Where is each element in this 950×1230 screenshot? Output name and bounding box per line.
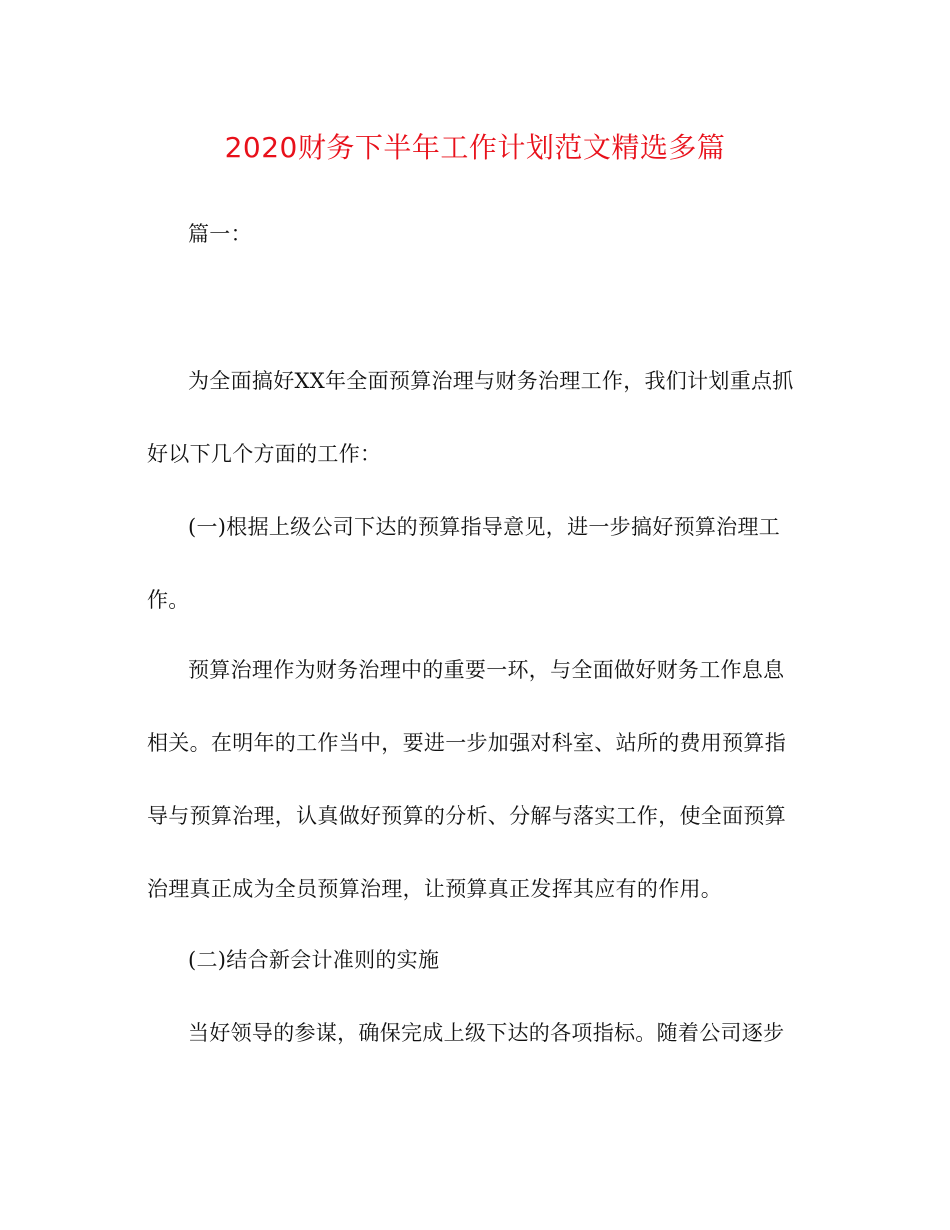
- paragraph-line: 作。: [147, 588, 190, 612]
- paragraph-line: 相关。在明年的工作当中，要进一步加强对科室、站所的费用预算指: [147, 731, 786, 755]
- paragraph-line: 导与预算治理，认真做好预算的分析、分解与落实工作，使全面预算: [147, 804, 786, 828]
- paragraph-line: 预算治理作为财务治理中的重要一环，与全面做好财务工作息息: [188, 658, 785, 682]
- paragraph-line: 治理真正成为全员预算治理，让预算真正发挥其应有的作用。: [147, 877, 723, 901]
- paragraph-line: (二)结合新会计准则的实施: [188, 948, 440, 972]
- document-title: 2020财务下半年工作计划范文精选多篇: [224, 131, 726, 164]
- paragraph-line: 当好领导的参谋，确保完成上级下达的各项指标。随着公司逐步: [188, 1021, 785, 1045]
- section-label: 篇一：: [188, 222, 252, 246]
- paragraph-line: 为全面搞好XX年全面预算治理与财务治理工作，我们计划重点抓: [188, 369, 794, 393]
- paragraph-line: 好以下几个方面的工作：: [147, 442, 382, 466]
- paragraph-line: (一)根据上级公司下达的预算指导意见，进一步搞好预算治理工: [188, 515, 781, 539]
